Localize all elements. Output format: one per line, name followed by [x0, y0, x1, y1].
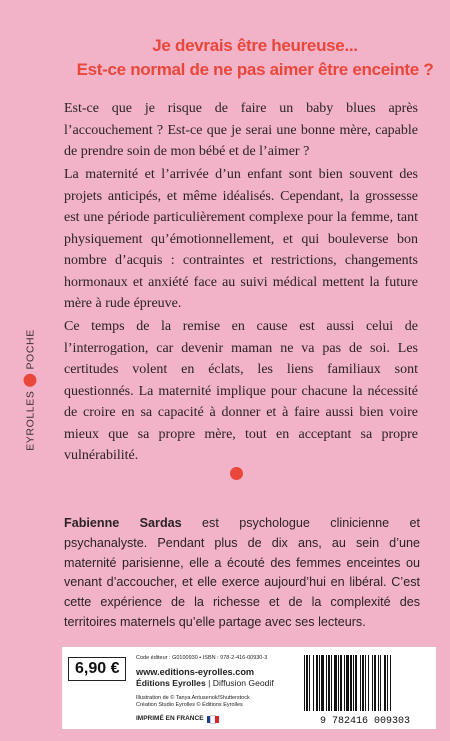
barcode-bars [304, 655, 391, 711]
separator-dot-icon [230, 467, 243, 480]
barcode-bar [350, 655, 352, 711]
barcode-bar [344, 655, 345, 711]
barcode-bar [340, 655, 342, 711]
barcode-bar [355, 655, 357, 711]
paragraph-3: Ce temps de la remise en cause est aussi celui de l’interrogation, car devenir maman ne va pas de soi. Les certitudes volent en éclats, les liens familiaux sont questionnés. La maternité implique pour chacune la nécessité de croire en sa capacité à donner et à faire aussi bien voire mieux que sa propre mère, tout en acceptant sa propre vulnérabilité. [64, 319, 418, 463]
price-tag: 6,90 € [68, 657, 126, 681]
barcode-number: 9 782416 009303 [319, 716, 411, 725]
barcode-bar [360, 655, 361, 711]
barcode-bar [331, 655, 332, 711]
barcode-bar [372, 655, 373, 711]
series-collection: POCHE [24, 329, 36, 370]
series-dot-icon [24, 374, 37, 387]
barcode-bar [346, 655, 349, 711]
barcode-bar [368, 655, 369, 711]
barcode-panel [62, 647, 436, 729]
publisher-name: Éditions Eyrolles [136, 678, 206, 688]
printed-in-text: IMPRIMÉ EN FRANCE [136, 715, 204, 722]
headline-line-2: Est-ce normal de ne pas aimer être enceinte ? [76, 60, 434, 79]
publisher-distribution: | Diffusion Geodif [205, 678, 274, 688]
barcode-bar [304, 655, 305, 711]
barcode-bar [390, 655, 391, 711]
barcode-bar [365, 655, 366, 711]
publisher-codes: Code éditeur : G0100930 • ISBN : 978-2-416-00930-3 [136, 655, 268, 661]
barcode-bar [378, 655, 379, 711]
barcode-bar [380, 655, 381, 711]
barcode-bar [326, 655, 327, 711]
barcode-bar [338, 655, 339, 711]
printed-in [136, 715, 296, 723]
publisher-info [136, 655, 296, 723]
series-publisher: EYROLLES [24, 390, 36, 451]
barcode-bar [384, 655, 386, 711]
publisher-line [136, 678, 296, 689]
barcode-bar [316, 655, 318, 711]
headline-line-1: Je devrais être heureuse... [152, 36, 358, 55]
series-label [23, 300, 37, 480]
barcode-bar [306, 655, 308, 711]
paragraph-1: Est-ce que je risque de faire un baby blues après l’accouchement ? Est-ce que je serai une bonne mère, capable de prendre soin de mon bébé et de l’aimer ? [64, 101, 418, 159]
author-name: Fabienne Sardas [64, 516, 182, 530]
author-bio [64, 514, 420, 633]
headline [70, 34, 440, 82]
barcode-bar [319, 655, 320, 711]
barcode-bar [387, 655, 388, 711]
barcode-bar [374, 655, 376, 711]
barcode-bar [321, 655, 324, 711]
design-credit: Création Studio Eyrolles © Éditions Eyrolles [136, 702, 243, 708]
barcode-bar [353, 655, 354, 711]
isbn-barcode [298, 651, 432, 725]
paragraph-2: La maternité et l’arrivée d’un enfant sont bien souvent des projets anticipés, et même idéalisés. Cependant, la grossesse est une période particulièrement complexe pour la femme, tant physiquement qu’émotionnellement, et qui bouleverse bon nombre d’acquis : contraintes et restrictions, changements hormonaux et anxiété face au suivi médical mettent la future mère à rude épreuve. [64, 167, 418, 311]
author-bio-text: est psychologue clinicienne et psychanalyste. Pendant plus de dix ans, au sein d’une maternité parisienne, elle a écouté des femmes enceintes ou venant d’accoucher, et elle exerce aujourd’hui en libéral. C’est cette expérience de la richesse et de la complexité des territoires maternels qu’elle partage avec ses lecteurs. [64, 516, 420, 629]
barcode-bar [328, 655, 330, 711]
barcode-bar [362, 655, 364, 711]
french-flag-icon [207, 716, 219, 723]
barcode-bar [309, 655, 310, 711]
publisher-url: www.editions-eyrolles.com [136, 667, 255, 677]
illustration-credit: Illustration de © Tanya Antusenok/Shutterstock [136, 695, 250, 701]
barcode-bar [313, 655, 314, 711]
barcode-bar [334, 655, 337, 711]
